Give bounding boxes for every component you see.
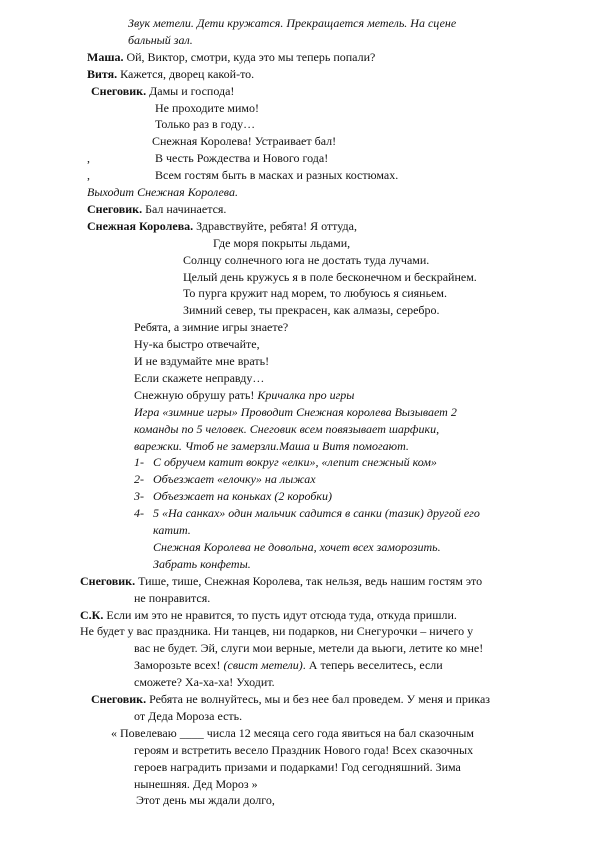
dialogue-text: Дамы и господа! — [146, 83, 235, 98]
verse-mark: , — [87, 151, 90, 166]
speaker-name: Снеговик. — [91, 83, 147, 98]
game-description: Игра «зимние игры» Проводит Снежная королева Вызывает 2 — [134, 404, 457, 419]
stage-note: Кричалка про игры — [257, 387, 355, 402]
dialogue-line — [87, 219, 357, 233]
stage-direction: Забрать конфеты. — [153, 556, 251, 571]
dialogue-line — [87, 50, 375, 64]
verse-line: Этот день мы ждали долго, — [136, 793, 275, 808]
speaker-name: Витя. — [87, 66, 118, 81]
dialogue-line — [80, 574, 482, 588]
list-item: Объезжает на коньках (2 коробки) — [153, 489, 332, 504]
dialogue-text: Ой, Виктор, смотри, куда это мы теперь попали? — [123, 49, 376, 64]
dialogue-line: не понравится. — [134, 590, 211, 605]
verse-line: То пурга кружит над морем, то любуюсь я сияньем. — [183, 286, 447, 301]
stage-direction: Снежная Королева не довольна, хочет всех заморозить. — [153, 539, 441, 554]
dialogue-line — [87, 67, 254, 81]
verse-line: Всем гостям быть в масках и разных костюмах. — [155, 168, 399, 183]
stage-direction: бальный зал. — [128, 32, 193, 47]
dialogue-text: Тише, тише, Снежная Королева, так нельзя, ведь нашим гостям это — [135, 573, 483, 588]
decree-line: героям и встретить весело Праздник Нового года! Всех сказочных — [134, 742, 474, 757]
list-item-number: 2- — [134, 472, 144, 487]
stage-note: (свист метели) — [223, 658, 303, 673]
dialogue-line: сможете? Ха-ха-ха! Уходит. — [134, 675, 275, 690]
dialogue-text: Ребята не волнуйтесь, мы и без нее бал проведем. У меня и приказ — [146, 692, 491, 706]
verse-line: Только раз в году… — [155, 117, 256, 132]
verse-line: Снежная Королева! Устраивает бал! — [152, 134, 337, 149]
dialogue-text: . А теперь веселитесь, если — [302, 658, 443, 673]
dialogue-line — [91, 84, 234, 98]
dialogue-line — [134, 658, 443, 672]
list-item: 5 «На санках» один мальчик садится в санки (тазик) другой его — [153, 506, 480, 521]
verse-line: Ну-ка быстро отвечайте, — [134, 337, 260, 352]
verse-line: Зимний север, ты прекрасен, как алмазы, серебро. — [183, 303, 440, 318]
speaker-name: Снеговик. — [91, 692, 147, 706]
list-item-continued: катит. — [153, 523, 191, 537]
verse-line: И не вздумайте мне врать! — [134, 354, 270, 368]
dialogue-line — [80, 608, 457, 622]
verse-line: Не проходите мимо! — [155, 100, 260, 115]
decree-line: « Повелеваю ____ числа 12 месяца сего года явиться на бал сказочным — [111, 725, 474, 740]
speaker-name: Снеговик. — [87, 201, 143, 216]
dialogue-line: вас не будет. Эй, слуги мои верные, метели да вьюги, летите ко мне! — [134, 641, 484, 656]
decree-line: нынешняя. Дед Мороз » — [134, 776, 258, 791]
game-description: команды по 5 человек. Снеговик всем повязывает шарфики, — [134, 421, 440, 436]
list-item-number: 3- — [134, 489, 144, 504]
verse-line: Солнцу солнечного юга не достать туда лучами. — [183, 252, 430, 267]
list-item-number: 4- — [134, 506, 144, 521]
verse-mark: , — [87, 168, 90, 183]
speaker-name: С.К. — [80, 607, 104, 622]
verse-line: Если скажете неправду… — [134, 370, 265, 385]
speaker-name: Маша. — [87, 49, 124, 64]
dialogue-line: Не будет у вас праздника. Ни танцев, ни подарков, ни Снегурочки – ничего у — [80, 624, 474, 639]
decree-line: героев наградить призами и подарками! Год сегодняшний. Зима — [134, 759, 461, 774]
verse-text: Снежную обрушу рать! — [134, 387, 258, 402]
dialogue-text: Здравствуйте, ребята! Я оттуда, — [193, 218, 357, 233]
list-item: С обручем катит вокруг «елки», «лепит снежный ком» — [153, 455, 437, 470]
verse-line — [134, 388, 354, 402]
dialogue-text: Бал начинается. — [142, 201, 227, 216]
dialogue-text: Заморозьте всех! — [134, 658, 224, 673]
verse-line: Где моря покрыты льдами, — [213, 235, 351, 250]
dialogue-text: Кажется, дворец какой-то. — [117, 66, 255, 81]
dialogue-line: от Деда Мороза есть. — [134, 708, 243, 723]
dialogue-text: Если им это не нравится, то пусть идут отсюда туда, откуда пришли. — [103, 607, 457, 622]
dialogue-line — [91, 692, 490, 706]
speaker-name: Снежная Королева. — [87, 218, 194, 233]
dialogue-line — [87, 202, 226, 216]
game-description: варежки. Чтоб не замерзли.Маша и Витя помогают. — [134, 438, 409, 453]
verse-line: Ребята, а зимние игры знаете? — [134, 320, 289, 335]
verse-line: В честь Рождества и Нового года! — [155, 151, 329, 166]
verse-line: Целый день кружусь я в поле бесконечном и бескрайнем. — [183, 269, 477, 284]
stage-direction: Звук метели. Дети кружатся. Прекращается метель. На сцене — [128, 16, 457, 30]
list-item: Объезжает «елочку» на лыжах — [153, 472, 316, 487]
list-item-number: 1- — [134, 455, 144, 470]
stage-direction: Выходит Снежная Королева. — [87, 185, 238, 199]
speaker-name: Снеговик. — [80, 573, 136, 588]
